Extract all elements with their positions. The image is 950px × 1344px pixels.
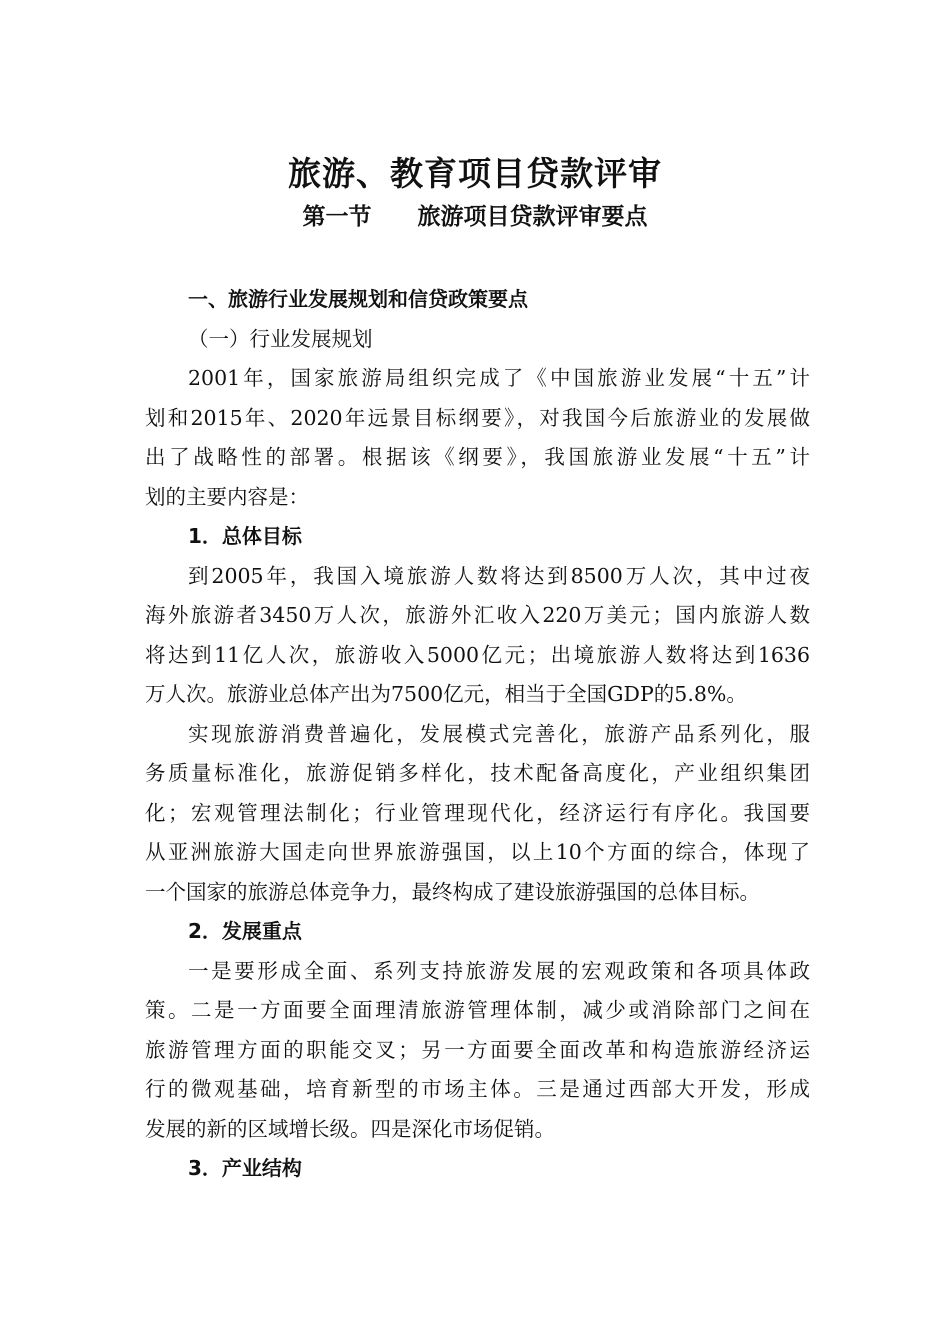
section-title: 第一节 旅游项目贷款评审要点 bbox=[302, 204, 648, 230]
paragraph-line: 务质量标准化，旅游促销多样化，技术配备高度化，产业组织集团 bbox=[145, 761, 810, 785]
paragraph-line: 从亚洲旅游大国走向世界旅游强国，以上10个方面的综合，体现了 bbox=[145, 840, 810, 864]
heading-overall-goal: 1．总体目标 bbox=[188, 524, 302, 548]
paragraph-line: 到2005年，我国入境旅游人数将达到8500万人次，其中过夜 bbox=[188, 563, 810, 588]
chapter-heading: 一、旅游行业发展规划和信贷政策要点 bbox=[188, 287, 528, 311]
paragraph-line: 划和2015年、2020年远景目标纲要》，对我国今后旅游业的发展做 bbox=[145, 405, 810, 430]
paragraph-line: 一是要形成全面、系列支持旅游发展的宏观政策和各项具体政 bbox=[188, 958, 810, 983]
paragraph-line: 行的微观基础，培育新型的市场主体。三是通过西部大开发，形成 bbox=[145, 1077, 810, 1101]
subsection-heading: （一）行业发展规划 bbox=[188, 326, 373, 351]
paragraph-line: 出了战略性的部署。根据该《纲要》，我国旅游业发展“十五”计 bbox=[145, 445, 810, 469]
paragraph-line: 实现旅游消费普遍化，发展模式完善化，旅游产品系列化，服 bbox=[188, 721, 810, 746]
paragraph-line: 将达到11亿人次，旅游收入5000亿元；出境旅游人数将达到1636 bbox=[145, 642, 810, 667]
paragraph-line: 海外旅游者3450万人次，旅游外汇收入220万美元；国内旅游人数 bbox=[145, 603, 810, 627]
paragraph-line: 发展的新的区域增长级。四是深化市场促销。 bbox=[145, 1116, 555, 1141]
document-title: 旅游、教育项目贷款评审 bbox=[288, 154, 662, 193]
paragraph-line: 万人次。旅游业总体产出为7500亿元，相当于全国GDP的5.8%。 bbox=[145, 682, 747, 706]
paragraph-line: 一个国家的旅游总体竞争力，最终构成了建设旅游强国的总体目标。 bbox=[145, 879, 760, 904]
paragraph-line: 策。二是一方面要全面理清旅游管理体制，减少或消除部门之间在 bbox=[145, 998, 810, 1022]
heading-industry-structure: 3．产业结构 bbox=[188, 1156, 302, 1180]
paragraph-line: 化；宏观管理法制化；行业管理现代化，经济运行有序化。我国要 bbox=[145, 800, 810, 825]
paragraph-line: 旅游管理方面的职能交叉；另一方面要全面改革和构造旅游经济运 bbox=[145, 1037, 810, 1062]
heading-development-focus: 2．发展重点 bbox=[188, 919, 302, 943]
paragraph-line: 划的主要内容是： bbox=[145, 484, 309, 509]
document-body bbox=[145, 280, 810, 1189]
paragraph-line: 2001年，国家旅游局组织完成了《中国旅游业发展“十五”计 bbox=[188, 366, 810, 390]
